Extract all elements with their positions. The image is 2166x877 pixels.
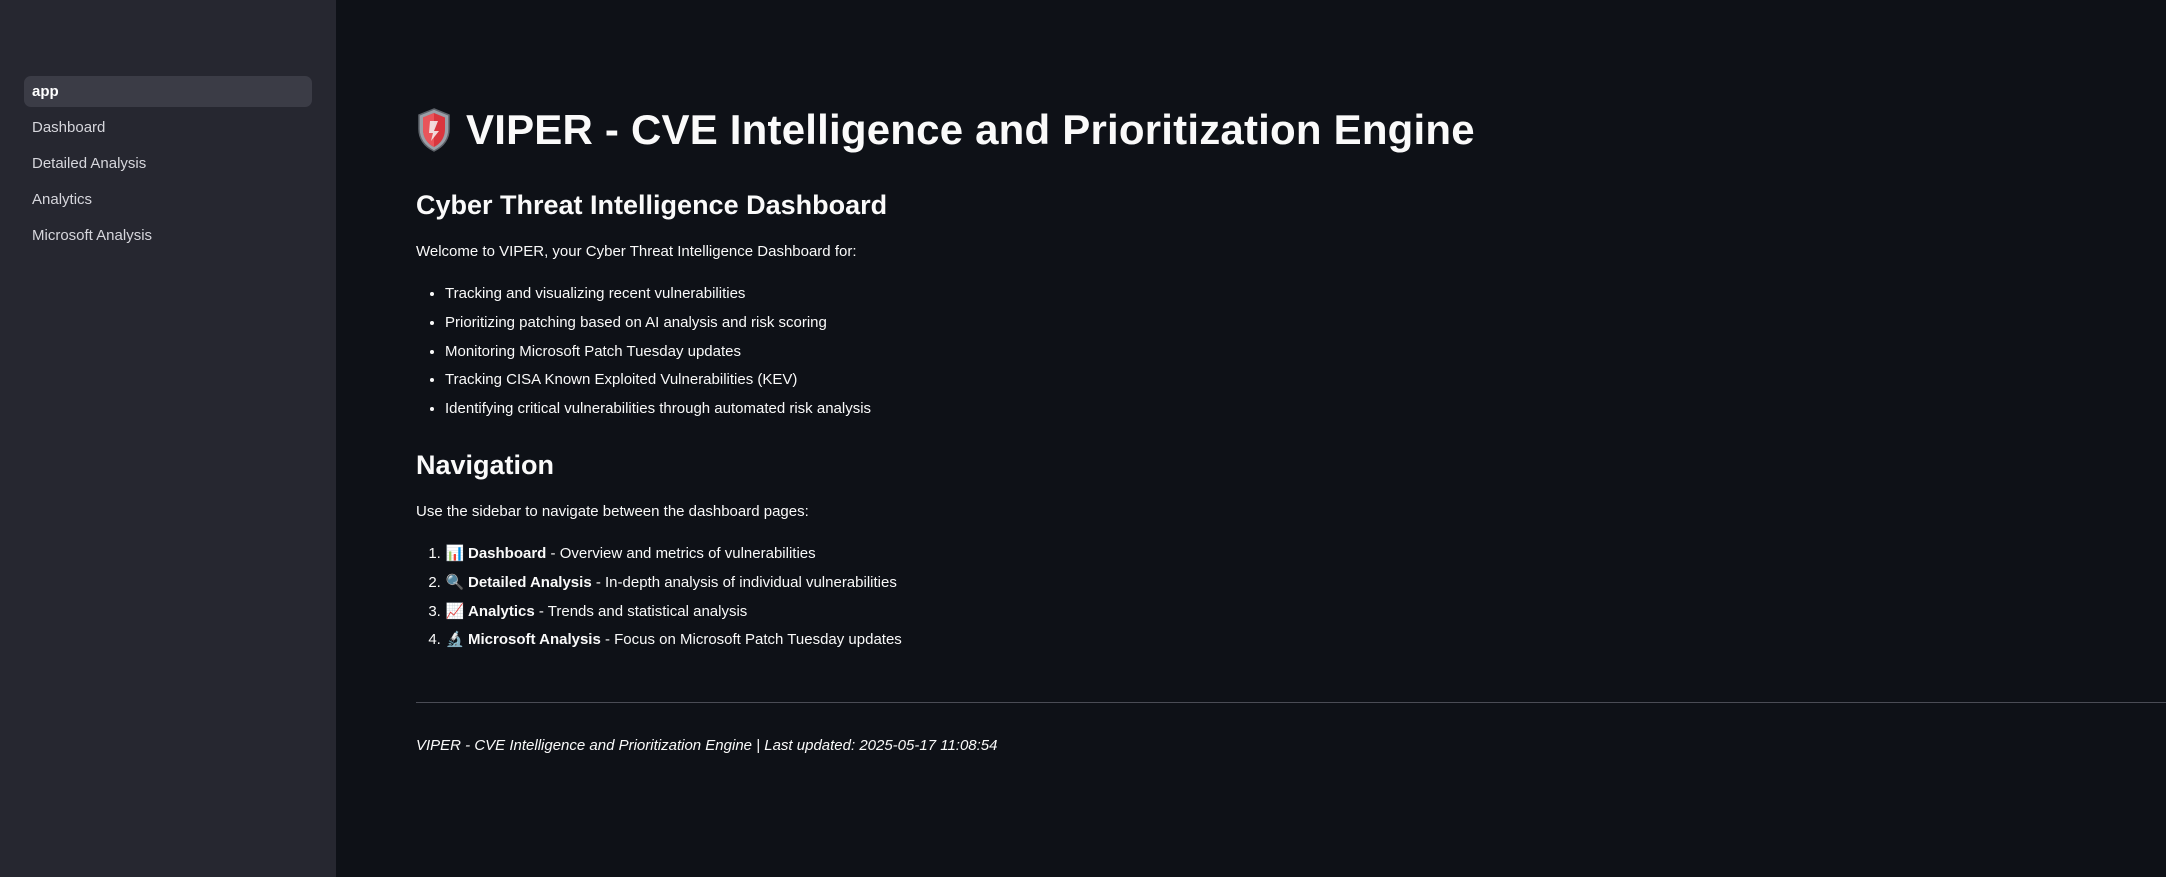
welcome-text: Welcome to VIPER, your Cyber Threat Intelligence Dashboard for: (416, 243, 857, 260)
nav-item-desc: - Focus on Microsoft Patch Tuesday updates (600, 631, 902, 649)
features-list (416, 280, 871, 424)
sidebar-item-dashboard[interactable]: Dashboard (32, 119, 106, 136)
footer-text: VIPER - CVE Intelligence and Prioritization Engine | Last updated: 2025-05-17 11:08:54 (416, 737, 998, 754)
nav-item-name: Microsoft Analysis (468, 631, 601, 649)
nav-item-desc: - In-depth analysis of individual vulnerabilities (591, 573, 897, 591)
sidebar-item-microsoft-analysis[interactable]: Microsoft Analysis (32, 227, 153, 244)
list-item: • Tracking and visualizing recent vulnerabilities (445, 280, 871, 309)
nav-item-desc: - Overview and metrics of vulnerabilities (546, 545, 816, 562)
shield-icon (416, 107, 452, 153)
nav-item-name: Dashboard (468, 545, 547, 562)
content-column (416, 106, 2166, 649)
list-item: • Prioritizing patching based on AI analysis and risk scoring (445, 309, 871, 338)
page-title-text: VIPER - CVE Intelligence and Prioritization Engine (466, 106, 1475, 153)
list-item (445, 598, 902, 627)
sidebar-item-app[interactable]: app (24, 76, 312, 107)
nav-item-desc: - Trends and statistical analysis (534, 602, 748, 620)
list-item (445, 540, 902, 569)
nav-item-name: Analytics (468, 602, 535, 620)
navigation-intro: Use the sidebar to navigate between the dashboard pages: (416, 503, 809, 520)
sidebar-item-analytics[interactable]: Analytics (32, 191, 93, 208)
sidebar-item-detailed-analysis[interactable]: Detailed Analysis (32, 155, 147, 172)
list-item: • Tracking CISA Known Exploited Vulnerabilities (KEV) (445, 366, 871, 395)
divider (416, 702, 2166, 703)
magnifier-icon: 🔍 (445, 573, 465, 591)
list-item (445, 569, 902, 598)
sidebar-nav (24, 76, 312, 256)
sidebar (0, 0, 336, 877)
bar-chart-icon: 📊 (445, 545, 465, 562)
trend-chart-icon: 📈 (445, 602, 465, 620)
microscope-icon: 🔬 (445, 631, 465, 649)
cti-dashboard-heading: Cyber Threat Intelligence Dashboard (416, 190, 888, 220)
nav-item-name: Detailed Analysis (468, 573, 592, 591)
list-item (445, 626, 902, 655)
list-item: • Monitoring Microsoft Patch Tuesday updates (445, 338, 871, 367)
navigation-heading: Navigation (416, 450, 555, 480)
list-item: • Identifying critical vulnerabilities through automated risk analysis (445, 395, 871, 424)
page-title (416, 106, 2166, 154)
navigation-list (416, 540, 902, 655)
